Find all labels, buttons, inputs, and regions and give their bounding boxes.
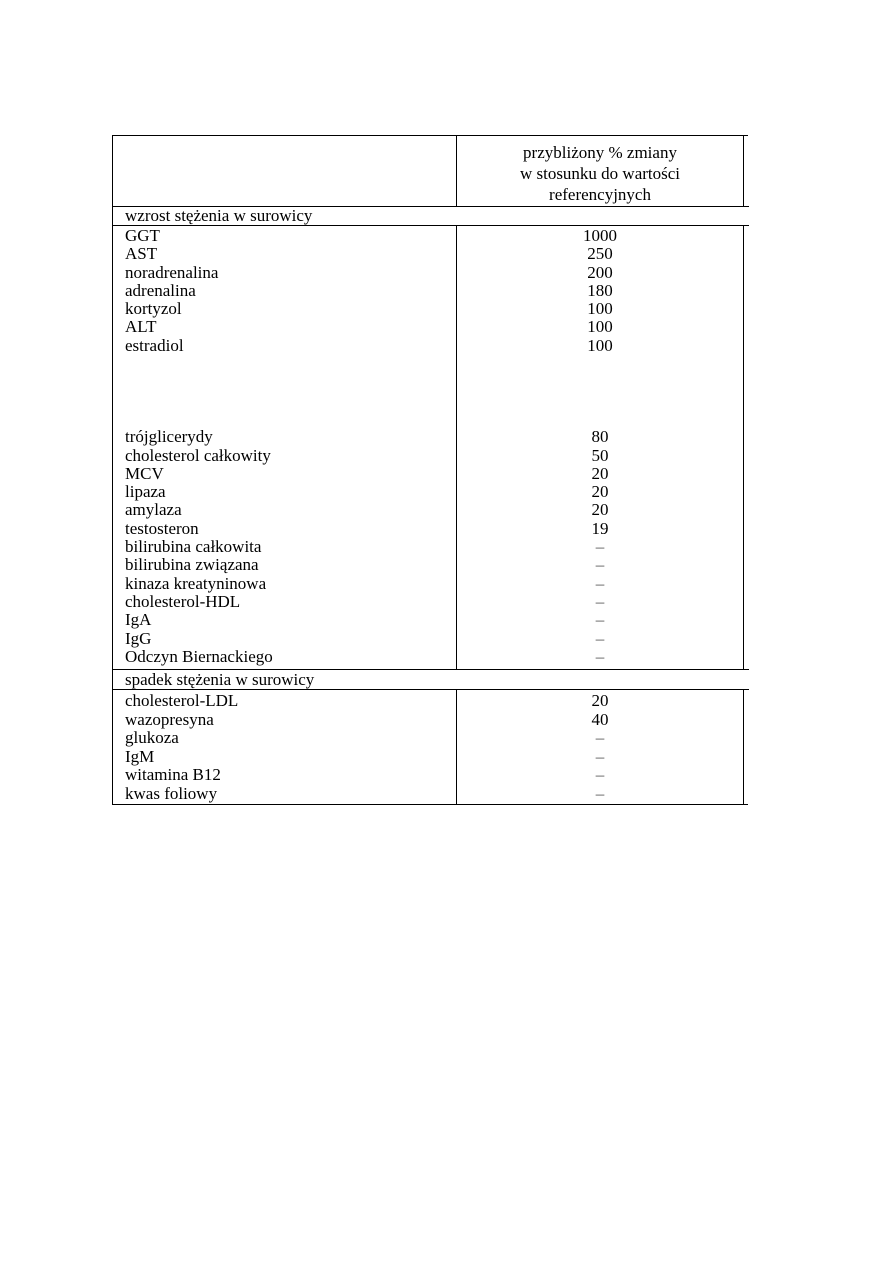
- row-value: 100: [587, 299, 613, 318]
- right-border: [743, 689, 744, 805]
- header-line-3: referencyjnych: [549, 185, 651, 204]
- row-label: testosteron: [125, 519, 199, 538]
- row-label: kinaza kreatyninowa: [125, 574, 267, 593]
- section-title-increase: wzrost stężenia w surowicy: [125, 206, 313, 225]
- header-column-title: [457, 142, 743, 205]
- row-value: 20: [591, 500, 609, 519]
- row-label: kwas foliowy: [125, 784, 218, 803]
- row-label: ALT: [125, 317, 157, 336]
- row-label: wazopresyna: [125, 710, 214, 729]
- row-value: –: [595, 747, 605, 766]
- row-value: 250: [587, 244, 613, 263]
- row-label: cholesterol całkowity: [125, 446, 271, 465]
- row-value: –: [595, 610, 605, 629]
- row-label: lipaza: [125, 482, 166, 501]
- row-value: 20: [591, 691, 609, 710]
- row-value: –: [595, 765, 605, 784]
- row-label: bilirubina związana: [125, 555, 259, 574]
- row-label: IgG: [125, 629, 152, 648]
- row-value: –: [595, 629, 605, 648]
- row-label: IgM: [125, 747, 155, 766]
- row-label: witamina B12: [125, 765, 221, 784]
- row-value: –: [595, 728, 605, 747]
- row-value: 200: [587, 263, 613, 282]
- section1-title-divider: [113, 225, 749, 226]
- row-label: trójglicerydy: [125, 427, 213, 446]
- section-title-decrease: spadek stężenia w surowicy: [125, 670, 315, 689]
- row-value: 19: [591, 519, 609, 538]
- row-label: adrenalina: [125, 281, 196, 300]
- row-value: 1000: [583, 226, 617, 245]
- row-value: 40: [591, 710, 609, 729]
- row-label: kortyzol: [125, 299, 182, 318]
- row-label: AST: [125, 244, 158, 263]
- row-label: cholesterol-LDL: [125, 691, 239, 710]
- row-label: GGT: [125, 226, 160, 245]
- row-value: –: [595, 592, 605, 611]
- row-value: 50: [591, 446, 609, 465]
- row-value: –: [595, 574, 605, 593]
- row-value: 20: [591, 464, 609, 483]
- row-label: MCV: [125, 464, 164, 483]
- row-label: cholesterol-HDL: [125, 592, 241, 611]
- right-border: [743, 136, 744, 206]
- right-border: [743, 225, 744, 669]
- row-value: 100: [587, 336, 613, 355]
- section2-title-divider: [113, 689, 749, 690]
- row-value: 20: [591, 482, 609, 501]
- row-label: IgA: [125, 610, 152, 629]
- row-value: –: [595, 555, 605, 574]
- row-value: –: [595, 784, 605, 803]
- row-value: 80: [591, 427, 609, 446]
- row-value: –: [595, 537, 605, 556]
- row-label: bilirubina całkowita: [125, 537, 262, 556]
- lab-values-table: [112, 135, 748, 805]
- row-label: glukoza: [125, 728, 179, 747]
- row-label: amylaza: [125, 500, 182, 519]
- header-line-1: przybliżony % zmiany: [523, 143, 677, 162]
- row-value: 100: [587, 317, 613, 336]
- row-value: –: [595, 647, 605, 666]
- row-value: 180: [587, 281, 613, 300]
- header-line-2: w stosunku do wartości: [519, 164, 681, 183]
- row-label: estradiol: [125, 336, 184, 355]
- row-label: noradrenalina: [125, 263, 219, 282]
- row-label: Odczyn Biernackiego: [125, 647, 273, 666]
